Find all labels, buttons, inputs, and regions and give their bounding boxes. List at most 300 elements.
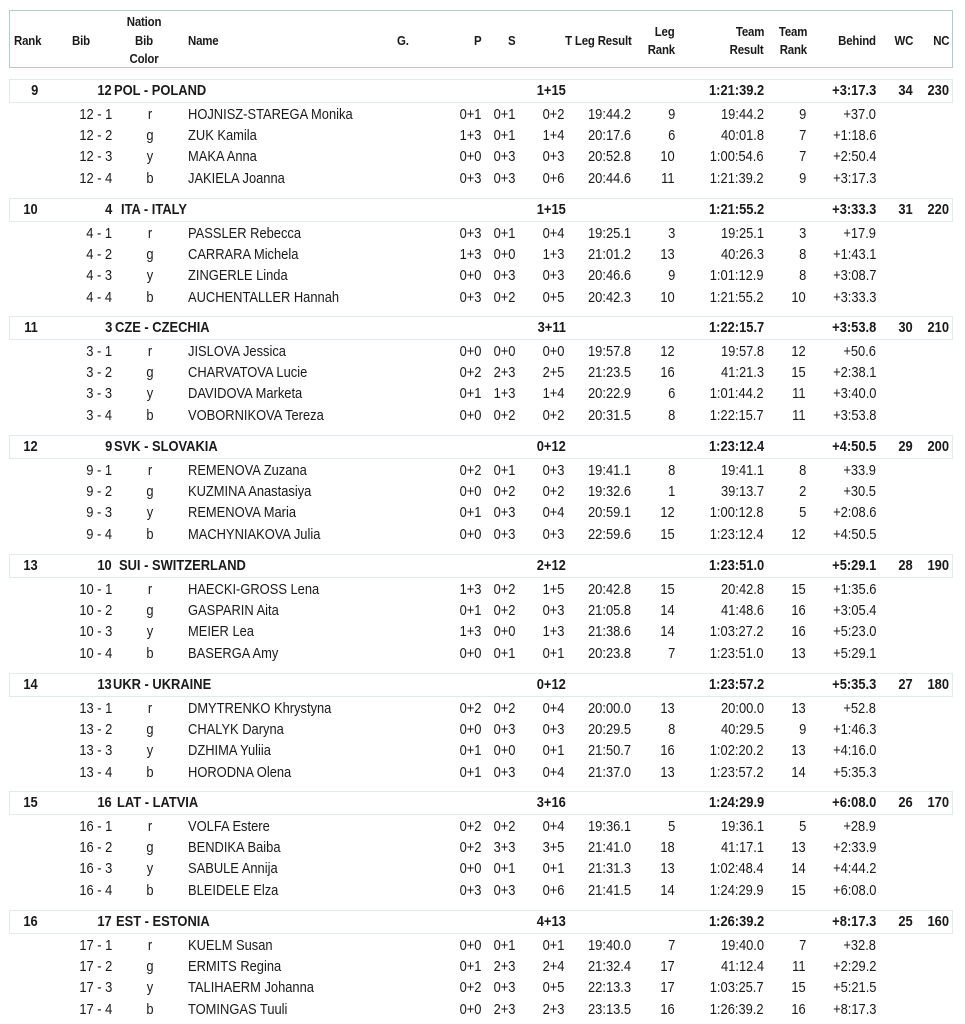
leg-rank: 3 (667, 225, 675, 242)
leg-total-shooting: 0+5 (542, 979, 564, 997)
leg-bib-color: g (146, 246, 154, 264)
leg-bib: 10 - 4 (79, 644, 112, 662)
athlete-name: KUZMINA Anastasiya (188, 483, 312, 501)
leg-total-shooting: 1+5 (542, 581, 564, 598)
leg-prone: 0+0 (459, 483, 481, 501)
leg-team-rank: 3 (798, 225, 806, 242)
athlete-name: REMENOVA Zuzana (188, 462, 307, 479)
leg-bib: 17 - 3 (79, 979, 112, 997)
athlete-name: CARRARA Michela (188, 246, 299, 264)
leg-standing: 0+3 (493, 525, 515, 543)
leg-behind: +2:33.9 (832, 839, 876, 857)
leg-result: 19:44.2 (587, 106, 631, 123)
leg-bib: 9 - 1 (86, 462, 112, 479)
leg-bib: 4 - 2 (86, 246, 112, 264)
team-wc-points: 30 (898, 319, 913, 336)
leg-standing: 3+3 (493, 839, 515, 857)
leg-behind: +5:35.3 (832, 763, 876, 781)
athlete-name: GASPARIN Aita (188, 602, 279, 620)
leg-bib-color: r (147, 700, 153, 717)
leg-bib-color: y (146, 267, 154, 285)
leg-rank: 14 (660, 602, 675, 620)
team-behind: +3:17.3 (831, 82, 876, 99)
leg-prone: 0+1 (459, 106, 481, 123)
team-nc-points: 180 (927, 676, 949, 693)
leg-bib-color: r (147, 818, 153, 835)
leg-bib: 12 - 2 (79, 127, 112, 145)
leg-bib: 4 - 4 (86, 288, 112, 306)
athlete-name: DZHIMA Yuliia (188, 742, 271, 760)
leg-team-rank: 15 (791, 364, 806, 382)
leg-prone: 0+1 (459, 602, 481, 620)
team-rank: 11 (24, 319, 38, 336)
team-behind: +8:17.3 (831, 913, 876, 930)
leg-bib-color: r (147, 937, 153, 954)
leg-team-result: 1:00:54.6 (710, 148, 764, 166)
leg-bib: 16 - 4 (79, 881, 112, 899)
leg-result: 20:22.9 (587, 385, 631, 403)
leg-bib-color: b (146, 169, 154, 187)
leg-team-rank: 11 (792, 958, 806, 976)
leg-total-shooting: 3+5 (542, 839, 564, 857)
leg-rank: 13 (660, 860, 675, 878)
header-bib: Bib (72, 33, 90, 48)
leg-team-rank: 15 (791, 581, 806, 598)
team-shooting-total: 2+12 (536, 557, 566, 574)
header-nation-bib-color-3: Color (129, 51, 159, 66)
leg-behind: +30.5 (843, 483, 876, 501)
leg-team-rank: 7 (798, 937, 806, 954)
leg-result: 21:01.2 (587, 246, 631, 264)
leg-bib-color: y (146, 742, 154, 760)
leg-team-rank: 16 (791, 623, 806, 641)
leg-prone: 0+0 (459, 406, 481, 424)
team-bib: 12 (97, 82, 112, 99)
leg-bib: 17 - 2 (79, 958, 112, 976)
leg-total-shooting: 0+3 (542, 602, 564, 620)
team-wc-points: 29 (898, 438, 913, 455)
leg-team-rank: 15 (791, 979, 806, 997)
leg-prone: 1+3 (459, 581, 481, 598)
leg-team-result: 19:40.0 (720, 937, 764, 954)
leg-team-rank: 7 (798, 148, 806, 166)
leg-standing: 0+2 (493, 406, 515, 424)
leg-rank: 14 (660, 623, 675, 641)
leg-result: 21:50.7 (587, 742, 631, 760)
leg-result: 20:29.5 (587, 721, 631, 739)
leg-result: 21:37.0 (587, 763, 631, 781)
leg-bib-color: g (146, 483, 154, 501)
leg-bib-color: y (146, 148, 154, 166)
leg-team-rank: 13 (791, 839, 806, 857)
leg-prone: 1+3 (459, 246, 481, 264)
leg-rank: 6 (667, 127, 675, 145)
leg-rank: 16 (660, 742, 675, 760)
leg-team-result: 40:26.3 (720, 246, 764, 264)
team-nation: UKR - UKRAINE (113, 676, 212, 693)
leg-standing: 0+0 (493, 246, 515, 264)
leg-rank: 12 (660, 504, 675, 522)
athlete-name: ZINGERLE Linda (188, 267, 288, 285)
team-behind: +3:53.8 (831, 319, 876, 336)
leg-team-result: 19:44.2 (720, 106, 764, 123)
leg-rank: 5 (667, 818, 675, 835)
leg-team-result: 1:21:55.2 (710, 288, 764, 306)
leg-team-rank: 2 (798, 483, 806, 501)
leg-bib-color: b (146, 763, 154, 781)
team-wc-points: 34 (898, 82, 913, 99)
leg-prone: 0+1 (459, 958, 481, 976)
leg-bib: 16 - 1 (79, 818, 112, 835)
leg-result: 19:36.1 (587, 818, 631, 835)
leg-bib: 17 - 1 (79, 937, 112, 954)
leg-standing: 0+1 (493, 937, 515, 954)
leg-behind: +37.0 (843, 106, 876, 123)
leg-result: 20:52.8 (587, 148, 631, 166)
leg-prone: 0+0 (459, 525, 481, 543)
leg-standing: 1+3 (493, 385, 515, 403)
athlete-name: TOMINGAS Tuuli (188, 1000, 288, 1018)
athlete-name: AUCHENTALLER Hannah (188, 288, 340, 306)
leg-result: 19:41.1 (587, 462, 631, 479)
leg-team-result: 1:02:20.2 (710, 742, 764, 760)
team-behind: +4:50.5 (831, 438, 876, 455)
leg-rank: 1 (667, 483, 675, 501)
leg-behind: +32.8 (843, 937, 876, 954)
leg-bib: 4 - 1 (86, 225, 112, 242)
leg-total-shooting: 2+5 (542, 364, 564, 382)
leg-behind: +28.9 (843, 818, 876, 835)
leg-behind: +17.9 (843, 225, 876, 242)
leg-bib-color: b (146, 406, 154, 424)
leg-bib: 9 - 3 (86, 504, 112, 522)
leg-prone: 0+1 (459, 385, 481, 403)
leg-team-rank: 7 (798, 127, 806, 145)
team-nation: EST - ESTONIA (116, 913, 210, 930)
leg-team-result: 1:03:27.2 (710, 623, 764, 641)
leg-prone: 0+3 (459, 881, 481, 899)
leg-prone: 0+2 (459, 462, 481, 479)
leg-team-result: 1:01:44.2 (710, 385, 764, 403)
leg-behind: +1:46.3 (832, 721, 876, 739)
leg-total-shooting: 0+3 (542, 462, 564, 479)
leg-standing: 2+3 (493, 958, 515, 976)
leg-behind: +1:35.6 (832, 581, 876, 598)
header-rank: Rank (14, 33, 42, 48)
leg-bib-color: r (147, 581, 153, 598)
leg-rank: 16 (660, 364, 675, 382)
athlete-name: BENDIKA Baiba (188, 839, 281, 857)
athlete-name: MACHYNIAKOVA Julia (188, 525, 321, 543)
leg-bib: 10 - 2 (79, 602, 112, 620)
leg-total-shooting: 0+5 (542, 288, 564, 306)
header-t-leg-result: T Leg Result (565, 33, 632, 48)
athlete-name: DAVIDOVA Marketa (188, 385, 303, 403)
header-team-result-1: Team (735, 24, 764, 39)
leg-total-shooting: 0+2 (542, 106, 564, 123)
team-wc-points: 27 (898, 676, 913, 693)
leg-prone: 0+0 (459, 1000, 481, 1018)
leg-prone: 0+0 (459, 267, 481, 285)
leg-standing: 0+3 (493, 504, 515, 522)
leg-rank: 14 (660, 881, 675, 899)
leg-behind: +3:08.7 (832, 267, 876, 285)
leg-team-result: 19:25.1 (720, 225, 764, 242)
header-team-rank-2: Rank (779, 42, 807, 57)
leg-behind: +8:17.3 (832, 1000, 876, 1018)
leg-rank: 8 (667, 721, 675, 739)
leg-team-result: 39:13.7 (720, 483, 764, 501)
leg-result: 22:59.6 (587, 525, 631, 543)
leg-team-rank: 5 (798, 818, 806, 835)
leg-behind: +2:38.1 (832, 364, 876, 382)
athlete-name: TALIHAERM Johanna (188, 979, 314, 997)
leg-team-rank: 9 (798, 106, 806, 123)
team-result: 1:26:39.2 (708, 913, 764, 930)
leg-standing: 0+3 (493, 267, 515, 285)
team-bib: 17 (97, 913, 112, 930)
leg-result: 21:32.4 (587, 958, 631, 976)
leg-behind: +5:29.1 (832, 644, 876, 662)
leg-total-shooting: 0+1 (542, 742, 564, 760)
leg-prone: 0+0 (459, 343, 481, 360)
leg-prone: 0+1 (459, 742, 481, 760)
leg-bib-color: g (146, 364, 154, 382)
leg-total-shooting: 0+4 (542, 700, 564, 717)
leg-team-result: 1:21:39.2 (710, 169, 764, 187)
leg-result: 19:57.8 (587, 343, 631, 360)
leg-rank: 17 (660, 979, 675, 997)
leg-rank: 6 (667, 385, 675, 403)
leg-prone: 0+2 (459, 979, 481, 997)
leg-behind: +6:08.0 (832, 881, 876, 899)
leg-rank: 13 (660, 700, 675, 717)
leg-standing: 0+0 (493, 742, 515, 760)
leg-team-rank: 8 (798, 246, 806, 264)
leg-team-result: 40:29.5 (720, 721, 764, 739)
leg-bib-color: r (147, 106, 153, 123)
leg-bib: 12 - 1 (79, 106, 112, 123)
leg-total-shooting: 0+6 (542, 881, 564, 899)
athlete-name: JAKIELA Joanna (188, 169, 285, 187)
leg-result: 20:46.6 (587, 267, 631, 285)
leg-behind: +3:40.0 (832, 385, 876, 403)
header-p: P (473, 33, 481, 48)
team-wc-points: 26 (898, 794, 913, 811)
leg-behind: +2:29.2 (832, 958, 876, 976)
leg-result: 20:44.6 (587, 169, 631, 187)
leg-bib-color: r (147, 343, 153, 360)
leg-bib-color: b (146, 881, 154, 899)
leg-standing: 2+3 (493, 364, 515, 382)
leg-team-result: 1:03:25.7 (710, 979, 764, 997)
leg-team-rank: 14 (791, 860, 806, 878)
leg-standing: 0+1 (493, 225, 515, 242)
team-result: 1:21:39.2 (708, 82, 764, 99)
leg-behind: +4:44.2 (832, 860, 876, 878)
leg-team-result: 19:41.1 (720, 462, 764, 479)
leg-standing: 0+1 (493, 127, 515, 145)
leg-result: 20:42.8 (587, 581, 631, 598)
athlete-name: REMENOVA Maria (188, 504, 297, 522)
team-result: 1:21:55.2 (708, 201, 764, 218)
leg-bib-color: y (146, 623, 154, 641)
team-bib: 10 (97, 557, 112, 574)
leg-total-shooting: 0+2 (542, 406, 564, 424)
leg-behind: +1:43.1 (832, 246, 876, 264)
leg-behind: +2:50.4 (832, 148, 876, 166)
leg-total-shooting: 0+1 (542, 937, 564, 954)
athlete-name: HORODNA Olena (188, 763, 292, 781)
leg-team-result: 1:00:12.8 (710, 504, 764, 522)
team-shooting-total: 4+13 (536, 913, 566, 930)
leg-rank: 9 (667, 267, 675, 285)
leg-team-rank: 13 (791, 742, 806, 760)
leg-rank: 8 (667, 406, 675, 424)
leg-team-rank: 16 (791, 602, 806, 620)
leg-team-rank: 9 (798, 169, 806, 187)
leg-team-rank: 16 (791, 1000, 806, 1018)
leg-standing: 0+1 (493, 644, 515, 662)
leg-rank: 10 (660, 148, 675, 166)
leg-team-rank: 13 (791, 700, 806, 717)
leg-bib-color: g (146, 127, 154, 145)
team-rank: 12 (23, 438, 38, 455)
leg-prone: 0+3 (459, 225, 481, 242)
leg-standing: 0+3 (493, 148, 515, 166)
leg-team-result: 1:01:12.9 (710, 267, 764, 285)
leg-bib-color: g (146, 839, 154, 857)
athlete-name: CHARVATOVA Lucie (188, 364, 308, 382)
team-shooting-total: 0+12 (536, 438, 566, 455)
team-nation: CZE - CZECHIA (115, 319, 210, 336)
leg-total-shooting: 2+4 (542, 958, 564, 976)
team-behind: +5:35.3 (831, 676, 876, 693)
leg-team-result: 1:02:48.4 (710, 860, 764, 878)
team-nc-points: 160 (927, 913, 949, 930)
team-result: 1:23:51.0 (708, 557, 764, 574)
leg-team-rank: 10 (791, 288, 806, 306)
leg-bib: 17 - 4 (79, 1000, 112, 1018)
team-nc-points: 190 (927, 557, 949, 574)
leg-team-rank: 11 (792, 385, 806, 403)
leg-standing: 0+2 (493, 581, 515, 598)
team-bib: 4 (104, 201, 112, 218)
leg-rank: 15 (660, 581, 675, 598)
leg-prone: 0+3 (459, 288, 481, 306)
leg-prone: 0+2 (459, 818, 481, 835)
leg-team-rank: 5 (798, 504, 806, 522)
leg-bib-color: b (146, 288, 154, 306)
athlete-name: SABULE Annija (188, 860, 278, 878)
leg-rank: 15 (660, 525, 675, 543)
leg-behind: +4:16.0 (832, 742, 876, 760)
team-shooting-total: 3+11 (537, 319, 566, 336)
leg-prone: 0+2 (459, 839, 481, 857)
header-team-result-2: Result (730, 42, 764, 57)
leg-behind: +50.6 (843, 343, 876, 360)
leg-prone: 0+0 (459, 937, 481, 954)
leg-total-shooting: 1+3 (542, 623, 564, 641)
team-rank: 14 (23, 676, 38, 693)
leg-standing: 2+3 (493, 1000, 515, 1018)
leg-behind: +3:33.3 (832, 288, 876, 306)
athlete-name: VOLFA Estere (188, 818, 270, 835)
leg-team-result: 1:26:39.2 (710, 1000, 764, 1018)
leg-bib: 13 - 1 (79, 700, 112, 717)
team-rank: 10 (23, 201, 38, 218)
leg-standing: 0+0 (493, 623, 515, 641)
leg-team-rank: 13 (791, 644, 806, 662)
leg-total-shooting: 0+3 (542, 721, 564, 739)
leg-result: 21:41.5 (587, 881, 631, 899)
header-behind: Behind (838, 33, 876, 48)
header-nation-bib-color-1: Nation (126, 14, 162, 29)
leg-team-result: 19:36.1 (720, 818, 764, 835)
header-g: G. (397, 33, 409, 48)
team-rank: 13 (23, 557, 38, 574)
athlete-name: MAKA Anna (188, 148, 257, 166)
leg-result: 19:32.6 (587, 483, 631, 501)
team-nation: LAT - LATVIA (117, 794, 199, 811)
leg-bib: 4 - 3 (86, 267, 112, 285)
athlete-name: ZUK Kamila (188, 127, 257, 145)
team-bib: 13 (97, 676, 112, 693)
leg-behind: +52.8 (843, 700, 876, 717)
leg-bib-color: y (146, 979, 154, 997)
leg-team-result: 41:48.6 (720, 602, 764, 620)
team-nc-points: 170 (927, 794, 949, 811)
team-nc-points: 210 (927, 319, 949, 336)
leg-bib-color: y (146, 504, 154, 522)
team-nation: SUI - SWITZERLAND (119, 557, 246, 574)
leg-team-rank: 11 (792, 406, 806, 424)
leg-total-shooting: 1+3 (542, 246, 564, 264)
leg-standing: 0+3 (493, 169, 515, 187)
team-behind: +3:33.3 (831, 201, 876, 218)
leg-rank: 17 (660, 958, 675, 976)
leg-total-shooting: 2+3 (542, 1000, 564, 1018)
leg-result: 21:05.8 (587, 602, 631, 620)
leg-result: 20:00.0 (587, 700, 631, 717)
leg-standing: 0+0 (493, 343, 515, 360)
leg-bib: 3 - 2 (86, 364, 112, 382)
leg-bib: 13 - 3 (79, 742, 112, 760)
team-nation: ITA - ITALY (121, 201, 187, 218)
team-behind: +5:29.1 (831, 557, 876, 574)
leg-standing: 0+3 (493, 881, 515, 899)
leg-rank: 8 (667, 462, 675, 479)
leg-team-result: 1:24:29.9 (710, 881, 764, 899)
leg-standing: 0+1 (493, 462, 515, 479)
leg-total-shooting: 1+4 (542, 385, 564, 403)
leg-bib: 3 - 3 (86, 385, 112, 403)
leg-behind: +5:23.0 (832, 623, 876, 641)
team-shooting-total: 1+15 (536, 201, 566, 218)
leg-prone: 0+2 (459, 364, 481, 382)
leg-rank: 13 (660, 246, 675, 264)
leg-standing: 0+3 (493, 979, 515, 997)
leg-team-result: 20:00.0 (720, 700, 764, 717)
leg-total-shooting: 0+4 (542, 763, 564, 781)
athlete-name: KUELM Susan (188, 937, 273, 954)
team-result: 1:22:15.7 (708, 319, 764, 336)
leg-prone: 0+0 (459, 148, 481, 166)
leg-bib: 9 - 4 (86, 525, 112, 543)
leg-result: 20:59.1 (587, 504, 631, 522)
leg-team-result: 41:17.1 (720, 839, 764, 857)
team-behind: +6:08.0 (831, 794, 876, 811)
